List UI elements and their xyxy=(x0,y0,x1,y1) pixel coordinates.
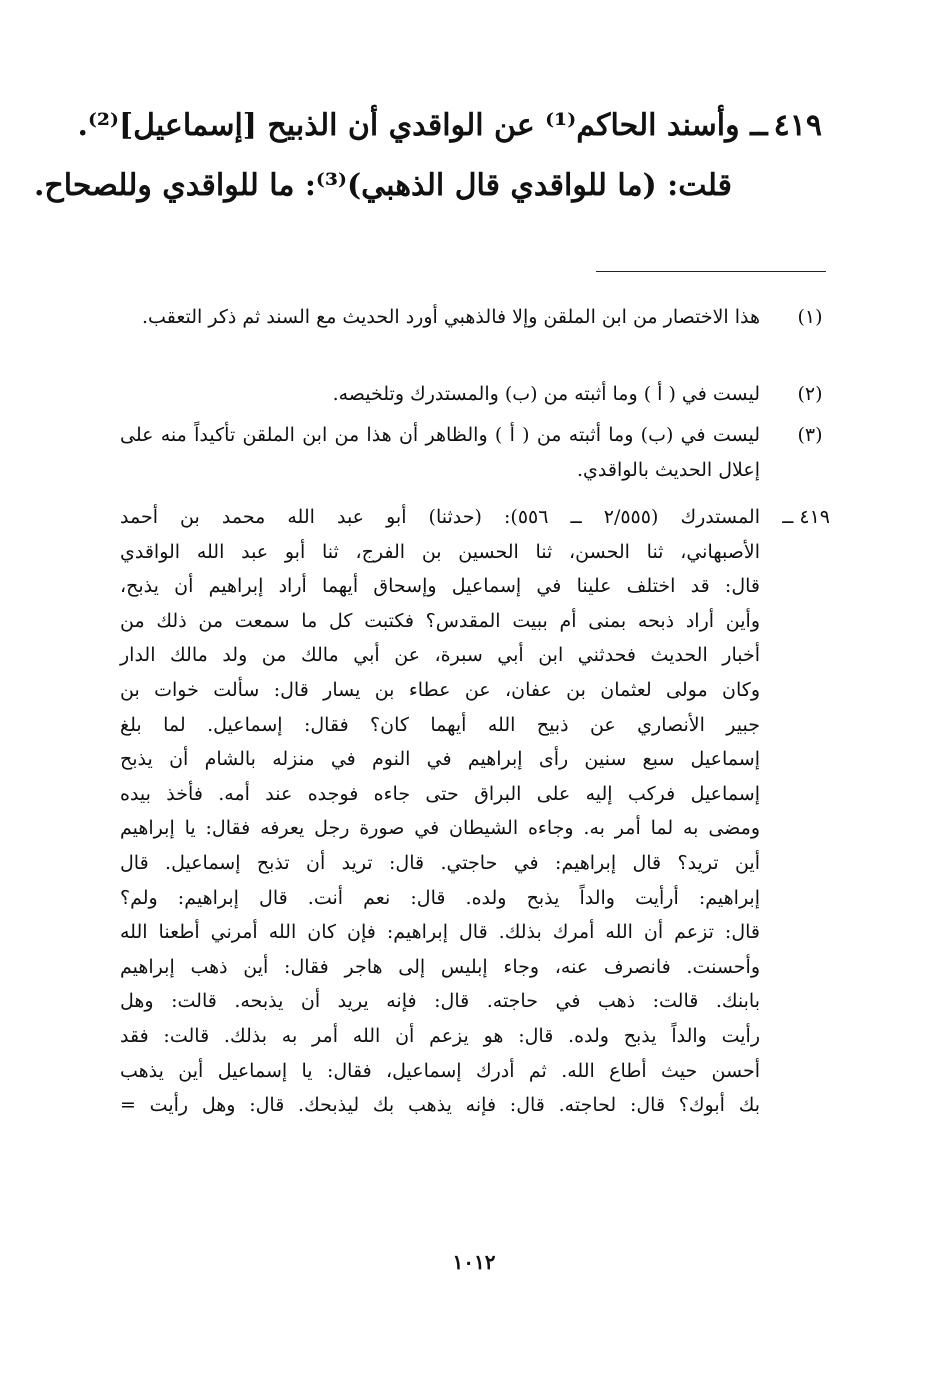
commentary-line: إسماعيل سبع سنين رأى إبراهيم في النوم في منزله بالشام أن يذبح xyxy=(120,748,760,771)
entry-number: ٤١٩ xyxy=(773,108,822,143)
commentary-line: قال: تزعم أن الله أمرك بذلك. قال إبراهيم: فإن كان الله أمرني أطعنا الله xyxy=(120,921,760,944)
commentary-number: ٤١٩ ــ xyxy=(782,506,830,528)
commentary-line: أحسن حيث أطاع الله. ثم أدرك إسماعيل، فقال: يا إسماعيل أين يذهب xyxy=(120,1059,760,1082)
footnote-marker: (١) xyxy=(797,306,823,328)
footnote-marker: (٢) xyxy=(797,383,823,405)
footnote-text: هذا الاختصار من ابن الملقن وإلا فالذهبي أورد الحديث مع السند ثم ذكر التعقب. xyxy=(142,306,760,328)
commentary-line: ومضى به لما أمر به. وجاءه الشيطان في صورة رجل يعرفه فقال: يا إبراهيم xyxy=(120,817,760,840)
entry-line-2 xyxy=(33,166,732,206)
commentary-line: إسماعيل فركب إليه على البراق حتى جاءه فوجده عند أمه. فأخذ بيده xyxy=(120,782,760,805)
footnote-1 xyxy=(120,300,830,335)
commentary-line: جبير الأنصاري عن ذبيح الله أيهما كان؟ فقال: إسماعيل. لما بلغ xyxy=(120,713,761,736)
entry-comment: قلت: (ما للواقدي قال الذهبي)⁽³⁾: ما للواقدي وللصحاح. xyxy=(33,168,732,203)
commentary-line: أخبار الحديث فحدثني ابن أبي سبرة، عن أبي مالك من ولد مالك الدار xyxy=(120,644,760,667)
page-number: ١٠١٢ xyxy=(452,1250,496,1274)
entry-line-1 xyxy=(77,106,822,146)
footnote-marker: (٣) xyxy=(797,424,823,446)
footnote-3 xyxy=(120,418,830,488)
footnote-text: ليست في (ب) وما أثبته من ( أ ) والظاهر أن هذا من ابن الملقن تأكيداً منه على إعلال الحديث بالواقدي. xyxy=(120,424,760,481)
commentary-line: الأصبهاني، ثنا الحسن، ثنا الحسين بن الفرج، ثنا أبو عبد الله الواقدي xyxy=(120,540,760,563)
commentary-line: إبراهيم: أرأيت والداً يذبح ولده. قال: نعم أنت. قال إبراهيم: ولم؟ xyxy=(120,886,760,909)
commentary-line: بك أبوك؟ قال: لحاجته. قال: فإنه يذهب بك ليذبحك. قال: وهل رأيت = xyxy=(120,1094,760,1117)
commentary-block xyxy=(120,500,830,1123)
commentary-line: أين تريد؟ قال إبراهيم: في حاجتي. قال: تريد أن تذبح إسماعيل. قال xyxy=(120,851,760,874)
commentary-line: وأحسنت. فانصرف عنه، وجاء إبليس إلى هاجر فقال: أين ذهب إبراهيم xyxy=(120,955,760,978)
commentary-line: المستدرك (٢/٥٥٥ ــ ٥٥٦): (حدثنا) أبو عبد الله محمد بن أحمد xyxy=(120,506,761,528)
commentary-line: وأين أراد ذبحه بمنى أم ببيت المقدس؟ فكتبت كل ما سمعت من ذلك من xyxy=(120,609,760,632)
entry-text: ــ وأسند الحاكم⁽¹⁾ عن الواقدي أن الذبيح [إسماعيل]⁽²⁾. xyxy=(77,108,768,143)
commentary-line: قال: قد اختلف علينا في إسماعيل وإسحاق أيهما أراد إبراهيم أن يذبح، xyxy=(120,575,760,598)
commentary-line: وكان مولى لعثمان بن عفان، عن عطاء بن يسار قال: سألت خوات بن xyxy=(120,678,760,701)
footnote-2 xyxy=(120,377,830,412)
commentary-line: بابنك. قالت: ذهب في حاجته. قال: فإنه يريد أن يذبحه. قالت: وهل xyxy=(120,990,760,1013)
footnote-text: ليست في ( أ ) وما أثبته من (ب) والمستدرك وتلخيصه. xyxy=(332,383,760,405)
commentary-line: رأيت والداً يذبح ولده. قال: هو يزعم أن الله أمر به بذلك. قالت: فقد xyxy=(120,1024,760,1047)
footnote-divider xyxy=(596,271,826,272)
